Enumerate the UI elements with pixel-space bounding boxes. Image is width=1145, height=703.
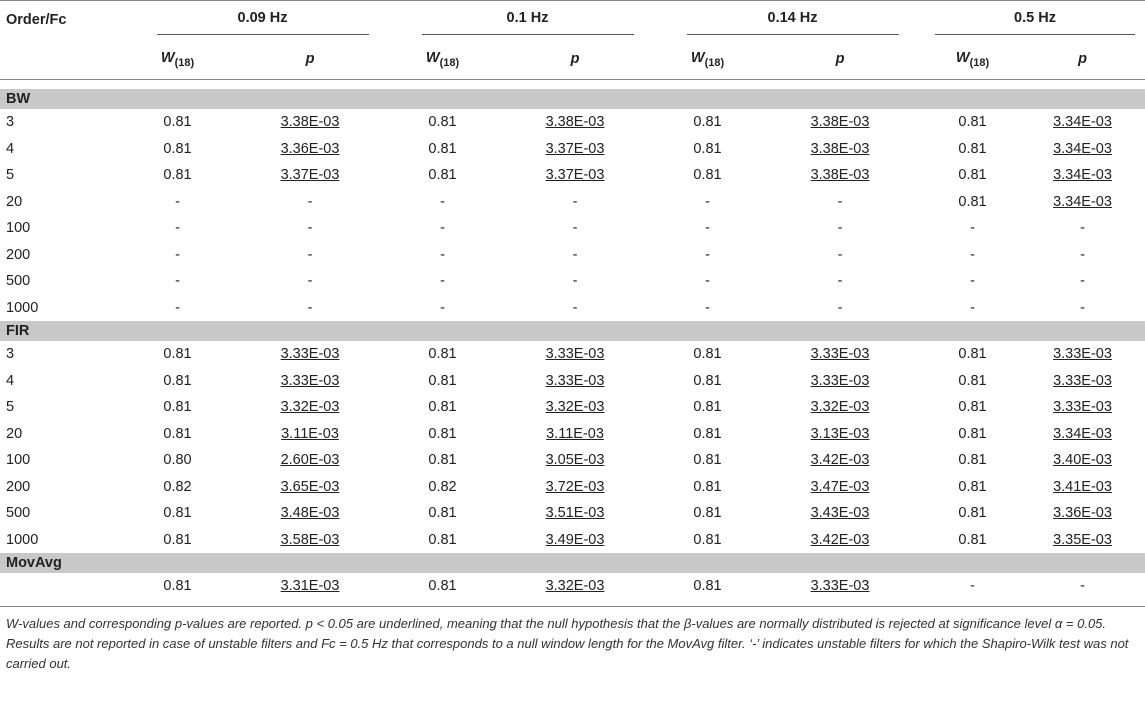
p-value-cell: - [837,273,843,290]
order-cell: 20 [6,193,23,210]
w-value-cell: - [970,220,975,237]
w-value-cell: 0.81 [693,140,722,157]
w-stat-header: $W_{(18)}$ [955,49,990,69]
w-value-cell: 0.81 [958,140,987,157]
order-cell: 100 [6,220,31,237]
group-row [0,89,1145,109]
p-value-cell: 3.33E-03 [280,372,340,389]
p-value-cell: 3.33E-03 [810,346,870,363]
p-value-cell: 3.33E-03 [545,346,605,363]
w-value-cell: 0.81 [693,167,722,184]
p-value-cell: 3.33E-03 [1053,399,1112,416]
p-value-cell: 3.11E-03 [546,425,604,442]
w-value-cell: 0.81 [428,167,457,184]
w-value-cell: - [705,193,710,210]
p-value-cell: 3.33E-03 [1053,372,1112,389]
p-value-cell: 3.72E-03 [545,478,605,495]
w-value-cell: 0.81 [693,346,722,363]
w-value-cell: 0.81 [958,167,987,184]
p-value-cell: - [837,299,843,316]
w-value-cell: 0.81 [693,425,722,442]
order-cell: 5 [6,399,15,416]
order-cell: 3 [6,114,15,131]
w-value-cell: - [705,246,710,263]
w-value-cell: - [175,299,180,316]
w-value-cell: 0.81 [428,425,457,442]
p-value-cell: 3.38E-03 [280,114,340,131]
w-value-cell: 0.81 [163,578,192,595]
w-value-cell: 0.81 [958,478,987,495]
w-value-cell: - [440,246,445,263]
w-value-cell: 0.81 [428,372,457,389]
p-value-cell: 3.31E-03 [280,578,340,595]
p-value-cell: 3.34E-03 [1053,193,1112,210]
p-value-cell: 3.41E-03 [1053,478,1112,495]
w-value-cell: 0.81 [428,452,457,469]
w-value-cell: 0.81 [958,425,987,442]
p-value-cell: 3.34E-03 [1053,114,1112,131]
w-value-cell: 0.81 [958,114,987,131]
w-value-cell: - [440,193,445,210]
p-value-cell: 2.60E-03 [280,452,340,469]
p-value-cell: 3.51E-03 [545,505,605,522]
p-value-cell: 3.38E-03 [810,167,870,184]
order-fc-header: Order/Fc [6,12,67,28]
p-value-cell: 3.33E-03 [1053,346,1112,363]
w-value-cell: - [175,220,180,237]
w-value-cell: 0.82 [428,478,457,495]
group-label: BW [0,89,1145,109]
w-value-cell: 0.81 [958,372,987,389]
order-cell: 1000 [6,531,39,548]
p-value-cell: 3.35E-03 [1053,531,1112,548]
p-value-cell: 3.47E-03 [810,478,870,495]
w-value-cell: 0.81 [958,531,987,548]
w-value-cell: 0.81 [958,346,987,363]
p-value-cell: 3.37E-03 [280,167,340,184]
table-row [0,136,1145,163]
p-value-cell: 3.65E-03 [280,478,340,495]
p-value-cell: 3.42E-03 [810,531,870,548]
p-value-cell: 3.38E-03 [545,114,605,131]
p-value-cell: - [307,193,313,210]
w-stat-header: $W_{(18)}$ [425,49,460,69]
w-value-cell: 0.81 [163,114,192,131]
table-row [0,527,1145,554]
w-value-cell: - [175,273,180,290]
p-value-cell: - [307,246,313,263]
w-value-cell: - [440,299,445,316]
table-row [0,421,1145,448]
w-value-cell: - [705,299,710,316]
p-value-cell: - [307,299,313,316]
table-row [0,295,1145,322]
w-value-cell: - [175,193,180,210]
p-value-cell: 3.11E-03 [281,425,339,442]
p-value-header: p [305,51,315,67]
p-value-cell: 3.37E-03 [545,167,605,184]
table-row [0,474,1145,501]
w-value-cell: - [440,220,445,237]
group-label: FIR [0,321,1145,341]
freq-header: 0.1 Hz [395,1,660,39]
w-value-cell: 0.81 [958,399,987,416]
order-cell [0,573,130,600]
table-row [0,368,1145,395]
w-value-cell: 0.81 [958,452,987,469]
table-row [0,242,1145,269]
p-value-cell: 3.32E-03 [545,578,605,595]
w-value-cell: 0.81 [163,505,192,522]
p-value-cell: - [837,193,843,210]
order-cell: 20 [6,425,23,442]
table-row [0,268,1145,295]
order-cell: 100 [6,452,31,469]
w-value-cell: 0.81 [428,578,457,595]
order-cell: 1000 [6,299,39,316]
p-value-cell: - [1080,299,1085,316]
order-cell: 3 [6,346,15,363]
w-value-cell: - [970,273,975,290]
w-value-cell: 0.81 [428,114,457,131]
p-value-cell: - [1080,246,1085,263]
header-row-stats [0,39,1145,80]
p-value-cell: 3.32E-03 [545,399,605,416]
p-value-cell: - [837,246,843,263]
w-value-cell: - [970,578,975,595]
p-value-cell: - [307,273,313,290]
table-row [0,447,1145,474]
p-value-cell: 3.49E-03 [545,531,605,548]
freq-header: 0.5 Hz [925,1,1145,39]
p-value-cell: - [572,246,578,263]
w-value-cell: - [705,220,710,237]
p-value-cell: 3.34E-03 [1053,167,1112,184]
table-body [0,89,1145,607]
p-value-cell: 3.40E-03 [1053,452,1112,469]
p-value-cell: 3.34E-03 [1053,140,1112,157]
p-value-cell: - [837,220,843,237]
header-row-frequency [0,1,1145,39]
w-value-cell: 0.81 [693,399,722,416]
order-cell: 500 [6,505,31,522]
table-row [0,109,1145,136]
w-value-cell: 0.81 [163,425,192,442]
w-value-cell: 0.81 [163,140,192,157]
order-cell: 4 [6,140,15,157]
w-value-cell: 0.81 [163,167,192,184]
group-row [0,321,1145,341]
p-value-cell: 3.38E-03 [810,140,870,157]
p-value-cell: 3.37E-03 [545,140,605,157]
table-row [0,394,1145,421]
order-cell: 200 [6,478,31,495]
p-value-header: p [835,51,845,67]
p-value-cell: 3.34E-03 [1053,425,1112,442]
p-value-cell: 3.32E-03 [280,399,340,416]
w-value-cell: 0.81 [693,452,722,469]
w-value-cell: 0.81 [693,505,722,522]
table-footnote: W-values and corresponding p-values are reported. p < 0.05 are underlined, meaning that the null hypothesis that the β-values are normally distributed is rejected at significance level α = 0.05. Results are not reported in case of unstable filters and Fc = 0.5 Hz that corresponds to a null window length for the MovAvg filter. ‘-’ indicates unstable filters for which the Shapiro-Wilk test was not carried out. [6,616,1129,671]
w-value-cell: 0.81 [693,372,722,389]
w-value-cell: 0.82 [163,478,192,495]
p-value-cell: 3.13E-03 [810,425,870,442]
p-value-cell: 3.33E-03 [810,578,870,595]
w-value-cell: 0.81 [428,399,457,416]
w-value-cell: - [175,246,180,263]
w-value-cell: - [705,273,710,290]
order-cell: 500 [6,273,31,290]
w-value-cell: 0.81 [958,193,987,210]
w-value-cell: 0.81 [428,140,457,157]
p-value-cell: 3.43E-03 [810,505,870,522]
p-value-cell: 3.33E-03 [545,372,605,389]
p-value-cell: - [1080,273,1085,290]
p-value-cell: 3.42E-03 [810,452,870,469]
table-row [0,162,1145,189]
w-value-cell: - [970,246,975,263]
order-cell: 200 [6,246,31,263]
table-row [0,500,1145,527]
p-value-cell: - [572,299,578,316]
p-value-cell: 3.48E-03 [280,505,340,522]
p-value-cell: - [572,273,578,290]
freq-header: 0.09 Hz [130,1,395,39]
freq-header: 0.14 Hz [660,1,925,39]
w-value-cell: 0.81 [163,399,192,416]
p-value-cell: 3.58E-03 [280,531,340,548]
w-value-cell: 0.81 [693,578,722,595]
p-value-cell: - [1080,220,1085,237]
p-value-cell: 3.33E-03 [810,372,870,389]
p-value-header: p [1078,51,1087,67]
table-row [0,189,1145,216]
w-value-cell: 0.81 [428,346,457,363]
w-value-cell: 0.81 [693,114,722,131]
order-cell: 4 [6,372,15,389]
w-value-cell: 0.81 [163,346,192,363]
p-value-header: p [570,51,580,67]
w-value-cell: 0.81 [693,531,722,548]
group-row [0,553,1145,573]
p-value-cell: - [307,220,313,237]
group-label: MovAvg [0,553,1145,573]
p-value-cell: 3.36E-03 [1053,505,1112,522]
table-row [0,215,1145,242]
w-stat-header: $W_{(18)}$ [160,49,195,69]
p-value-cell: 3.05E-03 [545,452,605,469]
w-value-cell: 0.81 [693,478,722,495]
p-value-cell: - [572,220,578,237]
p-value-cell: 3.38E-03 [810,114,870,131]
p-value-cell: - [1080,578,1085,595]
p-value-cell: 3.33E-03 [280,346,340,363]
p-value-cell: 3.32E-03 [810,399,870,416]
w-value-cell: - [440,273,445,290]
w-value-cell: 0.81 [163,372,192,389]
p-value-cell: - [572,193,578,210]
w-value-cell: 0.80 [163,452,192,469]
table-row [0,341,1145,368]
w-value-cell: 0.81 [958,505,987,522]
w-value-cell: 0.81 [163,531,192,548]
w-value-cell: 0.81 [428,531,457,548]
w-value-cell: - [970,299,975,316]
p-value-cell: 3.36E-03 [280,140,340,157]
table-row [0,573,1145,600]
w-stat-header: $W_{(18)}$ [690,49,725,69]
w-value-cell: 0.81 [428,505,457,522]
order-cell: 5 [6,167,15,184]
